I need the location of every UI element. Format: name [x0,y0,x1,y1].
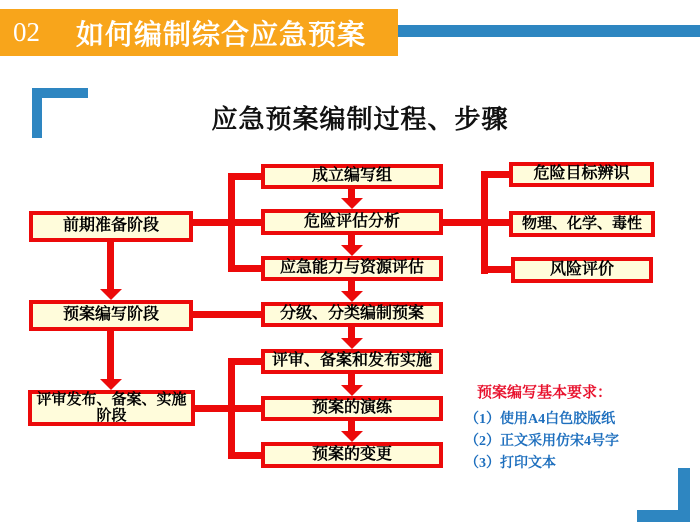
step-review-filing-release: 评审、备案和发布实施 [261,349,443,374]
item-hazard-target-identification: 危险目标辨识 [509,162,654,187]
arrow-step6-to-step7 [341,421,363,442]
step-plan-change: 预案的变更 [261,442,443,468]
bracket-right-stub-upper [481,171,509,178]
bracket-right-stub-lower [481,266,511,273]
corner-bracket-top-left [32,88,88,138]
stage-box-review-filing-implementation: 评审发布、备案、实施阶段 [28,390,195,426]
arrow-writing-to-review-stage [100,331,122,390]
bracket-left-top-vertical [228,173,235,272]
requirements-note [465,381,690,475]
corner-bracket-bottom-right [637,468,690,522]
bracket-left-top-stub-upper [228,173,261,180]
connector-preparation-to-hazard [193,219,261,226]
requirements-heading: 预案编写基本要求： [477,385,613,401]
bracket-left-bottom-stub-upper [228,358,261,365]
arrow-step3-to-step4 [341,281,363,302]
item-physical-chemical-toxicity: 物理、化学、毒性 [509,211,655,237]
bracket-left-top-stub-lower [228,265,261,272]
connector-hazard-to-right-group [443,219,509,226]
header-accent-line [398,25,700,37]
arrow-preparation-to-writing [100,242,122,300]
stage-box-writing: 预案编写阶段 [29,300,193,331]
step-plan-drill: 预案的演练 [261,396,443,421]
step-hazard-assessment-analysis: 危险评估分析 [261,209,443,235]
item-risk-evaluation: 风险评价 [511,257,653,283]
arrow-step1-to-step2 [341,189,363,209]
slide-title: 应急预案编制过程、步骤 [211,105,509,134]
arrow-step2-to-step3 [341,235,363,256]
arrow-step5-to-step6 [341,374,363,396]
step-classified-plan-compilation: 分级、分类编制预案 [261,302,443,327]
requirement-item: （3）打印文本 [465,456,556,471]
section-number: 02 [13,17,40,47]
requirement-item: （1）使用A4白色胶版纸 [465,412,616,427]
header-bar [0,9,398,56]
connector-writing-to-compilation [193,311,261,318]
arrow-step4-to-step5 [341,327,363,349]
bracket-left-bottom-vertical [228,358,235,459]
header-title: 如何编制综合应急预案 [76,18,367,50]
bracket-left-bottom-stub-lower [228,452,261,459]
step-capability-resource-assessment: 应急能力与资源评估 [261,256,443,281]
step-establish-writing-group: 成立编写组 [261,164,443,189]
bracket-right-vertical [481,171,488,274]
requirement-item: （2）正文采用仿宋4号字 [465,434,619,449]
stage-box-preparation: 前期准备阶段 [29,211,193,242]
